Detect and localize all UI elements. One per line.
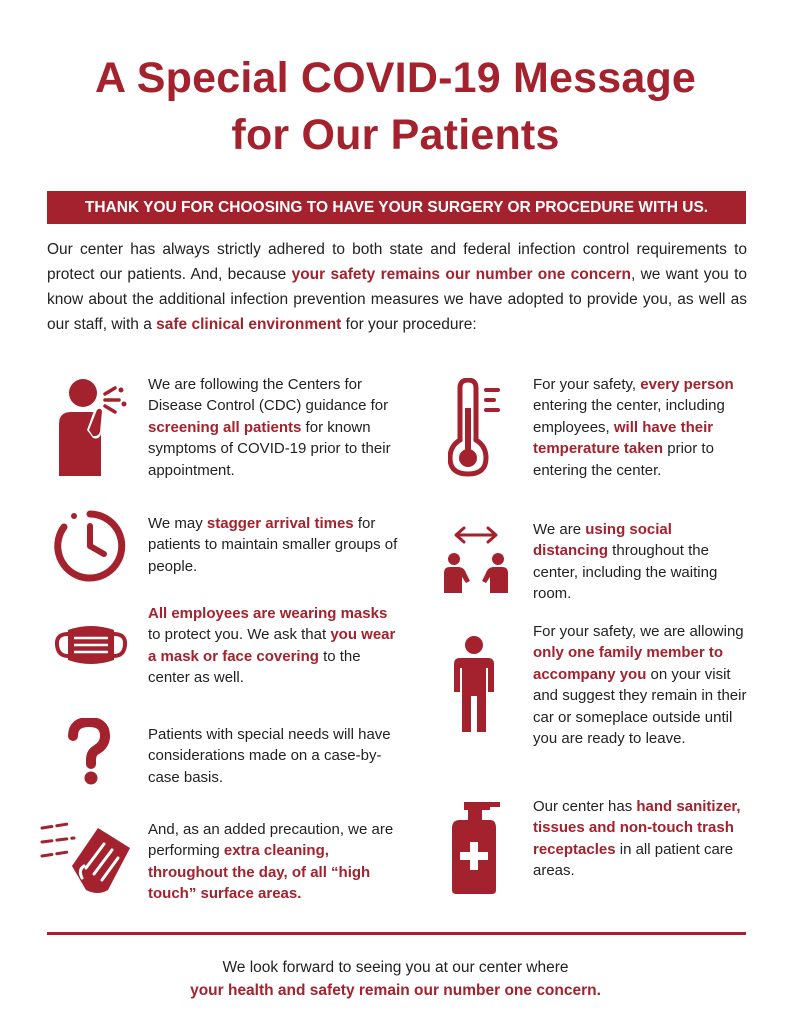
person-icon <box>452 636 496 734</box>
social-distancing-icon <box>440 525 512 595</box>
arrival-times-item: We may stagger arrival times for patients to maintain smaller groups of people. <box>148 515 398 575</box>
special-needs-item: Patients with special needs will have considerations made on a case-by-case basis. <box>148 726 391 786</box>
family-member-item: For your safety, we are allowing only one family member to accompany you on your visit and suggest they remain in their car or someplace outside until you are ready to leave. <box>533 623 747 748</box>
page-title <box>0 50 791 164</box>
thank-you-banner: THANK YOU FOR CHOOSING TO HAVE YOUR SURGERY OR PROCEDURE WITH US. <box>47 191 746 224</box>
face-mask-icon <box>54 622 128 668</box>
question-mark-icon <box>67 718 111 786</box>
sanitizer-bottle-icon <box>446 798 504 896</box>
footer-line-1: We look forward to seeing you at our center where <box>222 959 569 976</box>
title-line-1: A Special COVID-19 Message <box>94 54 697 102</box>
social-distancing-item: We are using social distancing throughout the center, including the waiting room. <box>533 521 718 603</box>
sanitizer-item: Our center has hand sanitizer, tissues and non-touch trash receptacles in all patient care areas. <box>533 798 741 880</box>
intro-highlight-2: safe clinical environment <box>156 316 342 333</box>
screening-item: We are following the Centers for Disease Control (CDC) guidance for screening all patients for known symptoms of COVID-19 prior to their appointment. <box>148 376 391 479</box>
extra-cleaning-item: And, as an added precaution, we are performing extra cleaning, throughout the day, of all “high touch” surface areas. <box>148 821 394 903</box>
thermometer-icon <box>448 378 502 478</box>
hand-wiping-icon <box>38 820 132 896</box>
intro-text-3: for your procedure: <box>341 316 477 333</box>
intro-text-1: Our center has always strictly adhered to both state and federal infection control requirements to protect our patients. And, because <box>47 241 747 283</box>
footer <box>0 956 791 1002</box>
intro-highlight-1: your safety remains our number one concern <box>291 266 631 283</box>
temperature-item: For your safety, every person entering the center, including employees, will have their temperature taken prior to entering the center. <box>533 376 734 479</box>
intro-paragraph <box>47 237 747 337</box>
masks-item: All employees are wearing masks to protect you. We ask that you wear a mask or face covering to the center as well. <box>148 605 396 687</box>
coughing-person-icon <box>53 378 129 476</box>
footer-line-2: your health and safety remain our number one concern. <box>190 982 601 999</box>
title-line-2: for Our Patients <box>231 111 560 159</box>
clock-icon <box>52 508 128 584</box>
footer-divider <box>47 932 746 935</box>
intro-text-2: , we want you to know about the additional infection prevention measures we have adopted to provide you, as well as our staff, with a <box>47 266 747 333</box>
